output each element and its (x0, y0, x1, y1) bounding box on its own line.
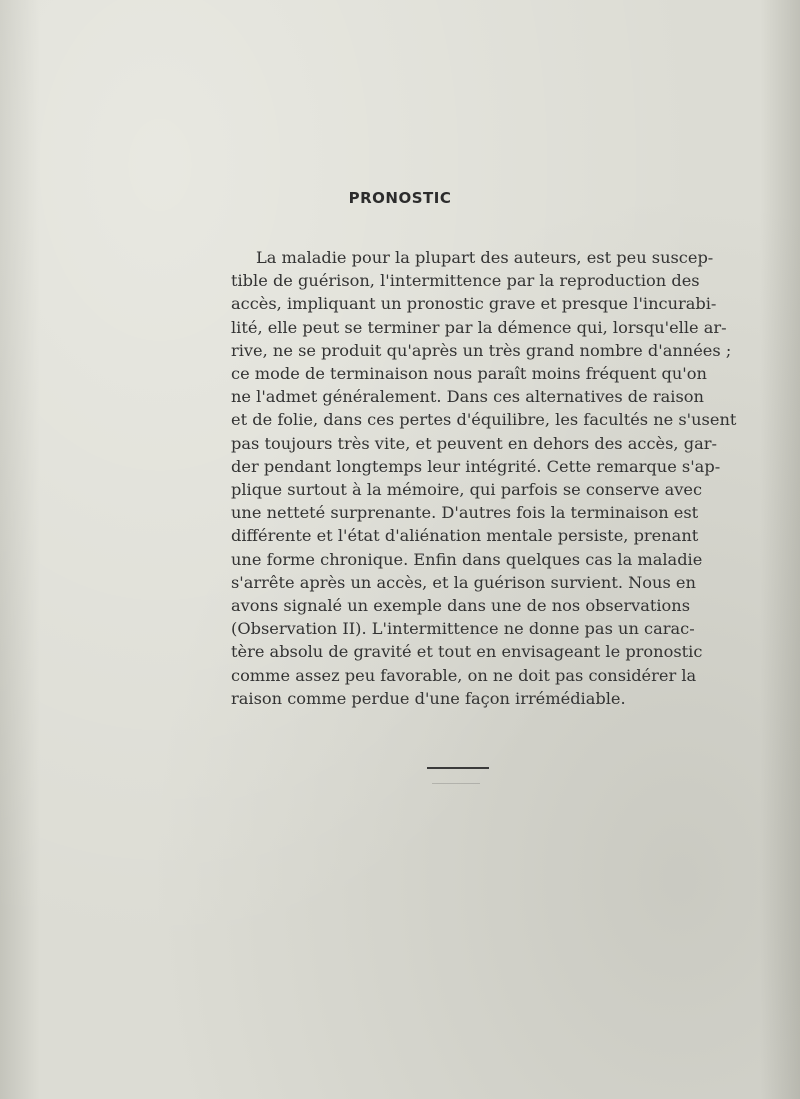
text-line: et de folie, dans ces pertes d'équilibre, les facultés ne s'usent (231, 410, 737, 430)
text-line: La maladie pour la plupart des auteurs, est peu suscep- (256, 248, 714, 267)
text-line: pas toujours très vite, et peuvent en dehors des accès, gar- (231, 433, 717, 453)
text-line: une forme chronique. Enfin dans quelques cas la maladie (231, 549, 703, 569)
text-line: ce mode de terminaison nous paraît moins fréquent qu'on (231, 364, 707, 384)
text-line: rive, ne se produit qu'après un très grand nombre d'années ; (231, 340, 732, 360)
text-line: comme assez peu favorable, on ne doit pas considérer la (231, 665, 697, 685)
text-line: une netteté surprenante. D'autres fois la terminaison est (231, 503, 699, 523)
text-line: accès, impliquant un pronostic grave et presque l'incurabi- (231, 294, 717, 314)
text-line: tible de guérison, l'intermittence par la reproduction des (231, 271, 700, 291)
text-line: der pendant longtemps leur intégrité. Cette remarque s'ap- (231, 456, 721, 476)
text-line: différente et l'état d'aliénation mentale persiste, prenant (231, 526, 699, 546)
text-line: s'arrête après un accès, et la guérison survient. Nous en (231, 572, 696, 592)
separator-rule-shadow (432, 783, 480, 784)
text-line: ne l'admet généralement. Dans ces alternatives de raison (231, 387, 704, 407)
text-line: avons signalé un exemple dans une de nos observations (231, 596, 691, 616)
text-line: lité, elle peut se terminer par la démence qui, lorsqu'elle ar- (231, 317, 727, 337)
paragraph (231, 246, 737, 710)
text-line: (Observation II). L'intermittence ne donne pas un carac- (231, 619, 695, 639)
text-line: tère absolu de gravité et tout en envisageant le pronostic (231, 642, 703, 662)
text-line: raison comme perdue d'une façon irrémédiable. (231, 688, 626, 708)
text-line: plique surtout à la mémoire, qui parfois se conserve avec (231, 480, 703, 500)
separator-rule (427, 767, 489, 769)
section-title: PRONOSTIC (348, 189, 452, 207)
